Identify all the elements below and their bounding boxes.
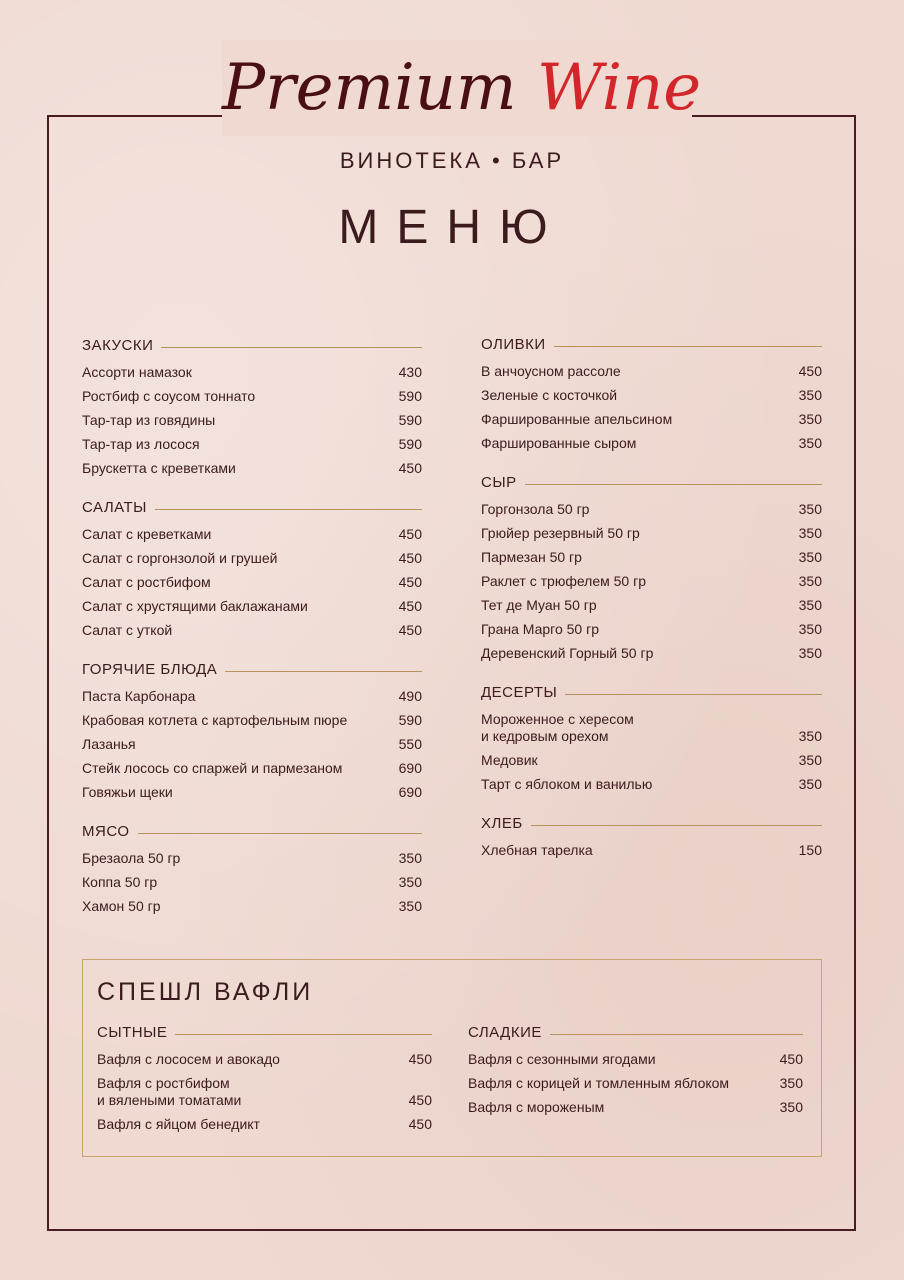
item-price: 690 xyxy=(398,784,422,800)
menu-item xyxy=(481,501,822,525)
item-price: 350 xyxy=(798,776,822,792)
menu-item xyxy=(82,712,422,736)
menu-item xyxy=(481,363,822,387)
menu-section xyxy=(468,1021,803,1123)
item-price: 450 xyxy=(779,1051,803,1067)
menu-item xyxy=(82,526,422,550)
item-price: 350 xyxy=(798,549,822,565)
menu-item xyxy=(468,1099,803,1123)
item-price: 350 xyxy=(798,435,822,451)
menu-title: МЕНЮ xyxy=(338,201,566,254)
item-name: Хлебная тарелка xyxy=(481,842,593,858)
item-name: Вафля с мороженым xyxy=(468,1099,605,1115)
item-price: 450 xyxy=(398,622,422,638)
item-price: 350 xyxy=(798,501,822,517)
item-name: Тар-тар из говядины xyxy=(82,412,216,428)
item-price: 450 xyxy=(408,1092,432,1108)
item-price: 350 xyxy=(798,752,822,768)
item-price: 690 xyxy=(398,760,422,776)
item-price: 350 xyxy=(798,387,822,403)
section-title: ЗАКУСКИ xyxy=(82,336,154,354)
menu-section xyxy=(97,1021,432,1140)
item-price: 350 xyxy=(798,573,822,589)
menu-item xyxy=(481,776,822,800)
item-name: Брускетта с креветками xyxy=(82,460,236,476)
item-name: Крабовая котлета с картофельным пюре xyxy=(82,712,348,728)
item-price: 350 xyxy=(398,898,422,914)
menu-section xyxy=(82,820,422,922)
section-header xyxy=(82,820,422,842)
item-name: Ростбиф с соусом тоннато xyxy=(82,388,256,404)
section-header xyxy=(82,658,422,680)
item-price: 350 xyxy=(398,874,422,890)
menu-item xyxy=(82,598,422,622)
menu-item xyxy=(82,898,422,922)
menu-item xyxy=(82,574,422,598)
left-column xyxy=(82,334,422,934)
item-name: Тарт с яблоком и ванилью xyxy=(481,776,653,792)
item-name: Вафля с ростбифом и вялеными томатами xyxy=(97,1075,242,1108)
item-price: 450 xyxy=(398,526,422,542)
menu-item xyxy=(82,874,422,898)
item-name: Фаршированные апельсином xyxy=(481,411,673,427)
menu-item xyxy=(481,711,822,752)
item-name: Лазанья xyxy=(82,736,136,752)
right-column xyxy=(481,333,822,878)
item-price: 150 xyxy=(798,842,822,858)
section-title: МЯСО xyxy=(82,822,130,840)
waffles-sweet-column xyxy=(468,1021,803,1135)
menu-item xyxy=(481,752,822,776)
menu-item xyxy=(481,842,822,866)
item-price: 350 xyxy=(779,1099,803,1115)
brand-subtitle: ВИНОТЕКА • БАР xyxy=(339,148,565,173)
item-price: 350 xyxy=(798,597,822,613)
menu-item xyxy=(82,850,422,874)
item-name: Вафля с сезонными ягодами xyxy=(468,1051,656,1067)
menu-section xyxy=(82,496,422,646)
section-title: ХЛЕБ xyxy=(481,814,523,832)
item-price: 350 xyxy=(798,621,822,637)
item-name: В анчоусном рассоле xyxy=(481,363,621,379)
item-name: Стейк лосось со спаржей и пармезаном xyxy=(82,760,343,776)
menu-item xyxy=(82,364,422,388)
section-title: ГОРЯЧИЕ БЛЮДА xyxy=(82,660,218,678)
menu-item xyxy=(82,784,422,808)
section-divider xyxy=(554,346,822,347)
brand-logo xyxy=(222,40,702,136)
item-name: Горгонзола 50 гр xyxy=(481,501,590,517)
item-name: Салат с горгонзолой и грушей xyxy=(82,550,278,566)
item-price: 450 xyxy=(398,460,422,476)
section-divider xyxy=(161,347,422,348)
item-price: 450 xyxy=(398,550,422,566)
menu-item xyxy=(481,573,822,597)
section-title: ОЛИВКИ xyxy=(481,335,546,353)
item-name: Ассорти намазок xyxy=(82,364,192,380)
item-name: Тет де Муан 50 гр xyxy=(481,597,597,613)
item-name: Салат с уткой xyxy=(82,622,173,638)
item-price: 450 xyxy=(398,574,422,590)
item-price: 350 xyxy=(398,850,422,866)
section-divider xyxy=(225,671,422,672)
section-divider xyxy=(155,509,422,510)
menu-item xyxy=(481,597,822,621)
menu-item xyxy=(468,1075,803,1099)
item-price: 450 xyxy=(408,1051,432,1067)
section-divider xyxy=(175,1034,432,1035)
item-name: Медовик xyxy=(481,752,538,768)
item-price: 430 xyxy=(398,364,422,380)
section-header xyxy=(468,1021,803,1043)
menu-item xyxy=(82,412,422,436)
brand-name-part1: Premium xyxy=(222,51,517,125)
item-name: Вафля с корицей и томленным яблоком xyxy=(468,1075,730,1091)
item-price: 350 xyxy=(779,1075,803,1091)
section-header xyxy=(481,681,822,703)
item-name: Паста Карбонара xyxy=(82,688,196,704)
menu-item xyxy=(481,621,822,645)
section-header xyxy=(82,334,422,356)
item-name: Фаршированные сыром xyxy=(481,435,637,451)
item-name: Брезаола 50 гр xyxy=(82,850,181,866)
waffles-savory-column xyxy=(97,1021,432,1152)
item-name: Тар-тар из лосося xyxy=(82,436,200,452)
section-header xyxy=(82,496,422,518)
section-header xyxy=(481,812,822,834)
item-name: Пармезан 50 гр xyxy=(481,549,582,565)
item-name: Вафля с лососем и авокадо xyxy=(97,1051,280,1067)
section-header xyxy=(481,333,822,355)
section-title: СЫР xyxy=(481,473,517,491)
item-price: 590 xyxy=(398,412,422,428)
section-title: ДЕСЕРТЫ xyxy=(481,683,558,701)
menu-item xyxy=(97,1051,432,1075)
special-waffles-box xyxy=(82,959,822,1157)
section-header xyxy=(97,1021,432,1043)
item-price: 350 xyxy=(798,411,822,427)
item-price: 350 xyxy=(798,525,822,541)
item-name: Говяжьи щеки xyxy=(82,784,173,800)
section-title: САЛАТЫ xyxy=(82,498,147,516)
item-name: Мороженное с хересом и кедровым орехом xyxy=(481,711,634,744)
menu-item xyxy=(82,688,422,712)
menu-item xyxy=(82,388,422,412)
item-name: Хамон 50 гр xyxy=(82,898,161,914)
section-divider xyxy=(565,694,822,695)
item-name: Салат с хрустящими баклажанами xyxy=(82,598,308,614)
item-price: 490 xyxy=(398,688,422,704)
item-name: Раклет с трюфелем 50 гр xyxy=(481,573,646,589)
item-price: 590 xyxy=(398,388,422,404)
item-price: 450 xyxy=(398,598,422,614)
item-name: Деревенский Горный 50 гр xyxy=(481,645,654,661)
item-price: 450 xyxy=(798,363,822,379)
menu-item xyxy=(82,622,422,646)
menu-item xyxy=(82,760,422,784)
section-title: СЫТНЫЕ xyxy=(97,1023,168,1041)
menu-section xyxy=(481,812,822,866)
brand-name-part2: Wine xyxy=(536,51,702,125)
menu-item xyxy=(97,1075,432,1116)
item-name: Салат с креветками xyxy=(82,526,212,542)
menu-item xyxy=(481,387,822,411)
item-name: Грана Марго 50 гр xyxy=(481,621,599,637)
item-price: 350 xyxy=(798,728,822,744)
item-price: 350 xyxy=(798,645,822,661)
menu-item xyxy=(481,525,822,549)
menu-item xyxy=(97,1116,432,1140)
menu-item xyxy=(481,411,822,435)
section-header xyxy=(481,471,822,493)
section-divider xyxy=(138,833,423,834)
menu-section xyxy=(82,334,422,484)
menu-item xyxy=(481,645,822,669)
menu-section xyxy=(481,681,822,800)
section-divider xyxy=(525,484,822,485)
section-title: СЛАДКИЕ xyxy=(468,1023,542,1041)
menu-item xyxy=(82,460,422,484)
item-name: Салат с ростбифом xyxy=(82,574,211,590)
item-price: 590 xyxy=(398,712,422,728)
menu-item xyxy=(468,1051,803,1075)
item-name: Зеленые с косточкой xyxy=(481,387,618,403)
item-price: 550 xyxy=(398,736,422,752)
special-waffles-title: СПЕШЛ ВАФЛИ xyxy=(97,978,314,1006)
section-divider xyxy=(550,1034,803,1035)
item-price: 450 xyxy=(408,1116,432,1132)
menu-item xyxy=(82,550,422,574)
item-price: 590 xyxy=(398,436,422,452)
menu-item xyxy=(82,736,422,760)
menu-section xyxy=(481,471,822,669)
section-divider xyxy=(531,825,822,826)
menu-item xyxy=(481,435,822,459)
menu-item xyxy=(481,549,822,573)
item-name: Грюйер резервный 50 гр xyxy=(481,525,640,541)
menu-item xyxy=(82,436,422,460)
menu-section xyxy=(82,658,422,808)
item-name: Коппа 50 гр xyxy=(82,874,158,890)
menu-section xyxy=(481,333,822,459)
item-name: Вафля с яйцом бенедикт xyxy=(97,1116,260,1132)
